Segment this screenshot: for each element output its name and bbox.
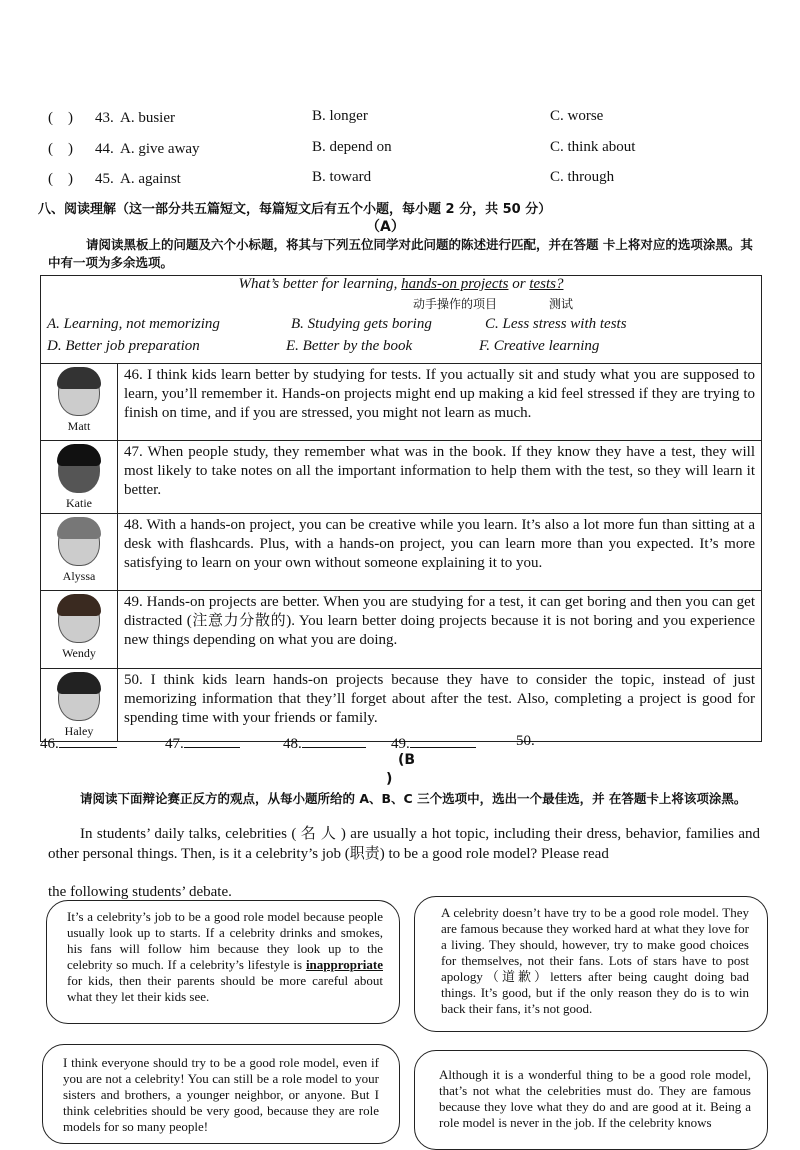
student-statement: 49. Hands-on projects are better. When you are studying for a test, it can get boring and then you can get distracted (注意力分散的). You learn better doing projects because it is not boring and you experience new things depending on what you are doing.	[118, 591, 762, 669]
answer-blank-50[interactable]: 50.	[516, 733, 535, 749]
part-b-label: (B	[398, 752, 416, 768]
table-row	[41, 669, 762, 742]
student-statement: 48. With a hands-on project, you can be creative while you learn. It’s also a lot more fun than sitting at a desk with flashcards. Plus, with a hands-on project, you can learn more than you expected. It’s more satisfying to learn on your own without someone explaining it to you.	[118, 514, 762, 591]
answer-paren: ( )	[48, 141, 73, 157]
option-c: C. think about	[550, 139, 636, 155]
blackboard-question: What’s better for learning, hands-on projects or tests?	[238, 276, 564, 292]
student-name: Haley	[64, 724, 94, 738]
option-c: C. worse	[550, 108, 604, 124]
option-a: A. against	[120, 171, 181, 187]
blackboard-box	[40, 275, 762, 363]
student-name: Alyssa	[62, 569, 96, 583]
instruction-a: 请阅读黑板上的问题及六个小标题，将其与下列五位同学对此问题的陈述进行匹配，并在答题 卡上将对应的选项涂黑。其中有一项为多余选项。	[48, 237, 753, 270]
avatar	[41, 364, 118, 441]
part-a-label: （A）	[366, 219, 405, 235]
option-b: B. toward	[312, 169, 372, 185]
debate-bubble-2: A celebrity doesn’t have try to be a good role model. They are famous because they worked hard at what they love for a living. They should, however, try to make good choices for themselves, not their fans. Lots of stars have to post apology（道歉）letters after being caught doing bad things. It’s good, but if the only reason they do is to win back their fans, it’s not good.	[414, 896, 768, 1032]
answer-blank-48[interactable]: 48.	[283, 733, 366, 753]
option-a: A. give away	[120, 141, 200, 157]
section-title: 八、阅读理解（这一部分共五篇短文，每篇短文后有五个小题，每小题 2 分，共 50 分）	[38, 202, 552, 217]
avatar	[41, 514, 118, 591]
heading-a: A. Learning, not memorizing	[47, 316, 220, 332]
debate-bubble-1: It’s a celebrity’s job to be a good role model because people usually look up to starts. If a celebrity drinks and smokes, his fans will follow him because they look up to the celebrity so much. If a celebrity’s lifestyle is inappropriate for kids, then their parents should be more careful about what they let their kids see.	[46, 900, 400, 1024]
debate-bubble-3: I think everyone should try to be a good role model, even if you are not a celebrity! You can still be a role model to your sisters and brothers, a younger neighbor, or anyone. But I think celebrities should be very good, because they are role models for so many people!	[42, 1044, 400, 1144]
student-statement: 50. I think kids learn hands-on projects because they have to consider the topic, instead of just memorizing information that they’ll forget about after the test. Also, completing a project is good for spending time with your friends or family.	[118, 669, 762, 742]
table-row	[41, 514, 762, 591]
part-b-label-close: )	[386, 771, 393, 787]
student-statement: 47. When people study, they remember what was in the book. If they know they have a test, they will most likely to take notes on all the important information to help them with the test, so they will learn it better.	[118, 441, 762, 514]
avatar	[41, 441, 118, 514]
gloss-tests: 测试	[549, 297, 574, 311]
option-c: C. through	[550, 169, 615, 185]
answer-blank-49[interactable]: 49.	[391, 733, 476, 753]
instruction-b: 请阅读下面辩论赛正反方的观点，从每小题所给的 A、B、C 三个选项中，选出一个最佳选，并 在答题卡上将该项涂黑。	[80, 791, 747, 806]
option-b: B. depend on	[312, 139, 392, 155]
heading-e: E. Better by the book	[286, 338, 413, 354]
option-b: B. longer	[312, 108, 368, 124]
heading-b: B. Studying gets boring	[291, 316, 432, 332]
student-name: Matt	[67, 419, 91, 433]
student-name: Katie	[66, 496, 92, 510]
intro-paragraph: In students’ daily talks, celebrities ( 名 人 ) are usually a hot topic, including their dress, behavior, families and other personal things. Then, is it a celebrity’s job (职责) to be a good role model? Please read	[48, 826, 760, 862]
gloss-hands-on: 动手操作的项目	[413, 297, 498, 311]
intro-paragraph-end: the following students’ debate.	[48, 884, 232, 900]
avatar	[41, 591, 118, 669]
table-row	[41, 591, 762, 669]
student-name: Wendy	[62, 646, 96, 660]
heading-f: F. Creative learning	[479, 338, 600, 354]
answer-paren: ( )	[48, 110, 73, 126]
heading-d: D. Better job preparation	[47, 338, 200, 354]
answer-paren: ( )	[48, 171, 73, 187]
answer-blank-46[interactable]: 46.	[40, 733, 117, 753]
question-number: 45.	[95, 171, 114, 187]
table-row	[41, 441, 762, 514]
question-number: 43.	[95, 110, 114, 126]
answer-blank-47[interactable]: 47.	[165, 733, 240, 753]
heading-c: C. Less stress with tests	[485, 316, 627, 332]
students-table	[40, 363, 762, 742]
option-a: A. busier	[120, 110, 175, 126]
student-statement: 46. I think kids learn better by studying for tests. If you actually sit and study what you are supposed to learn, you’ll remember it. Hands-on projects might end up making a kid feel stressed if they are trying to finish on time, and if you are stressed, you might not learn as much.	[118, 364, 762, 441]
highlighted-word: inappropriate	[305, 957, 383, 972]
table-row	[41, 364, 762, 441]
avatar	[41, 669, 118, 742]
question-number: 44.	[95, 141, 114, 157]
debate-bubble-4: Although it is a wonderful thing to be a good role model, that’s not what the celebrities must do. They are famous because they love what they do and are good at it. Being a role model is never in the job. If the celebrity knows	[414, 1050, 768, 1150]
